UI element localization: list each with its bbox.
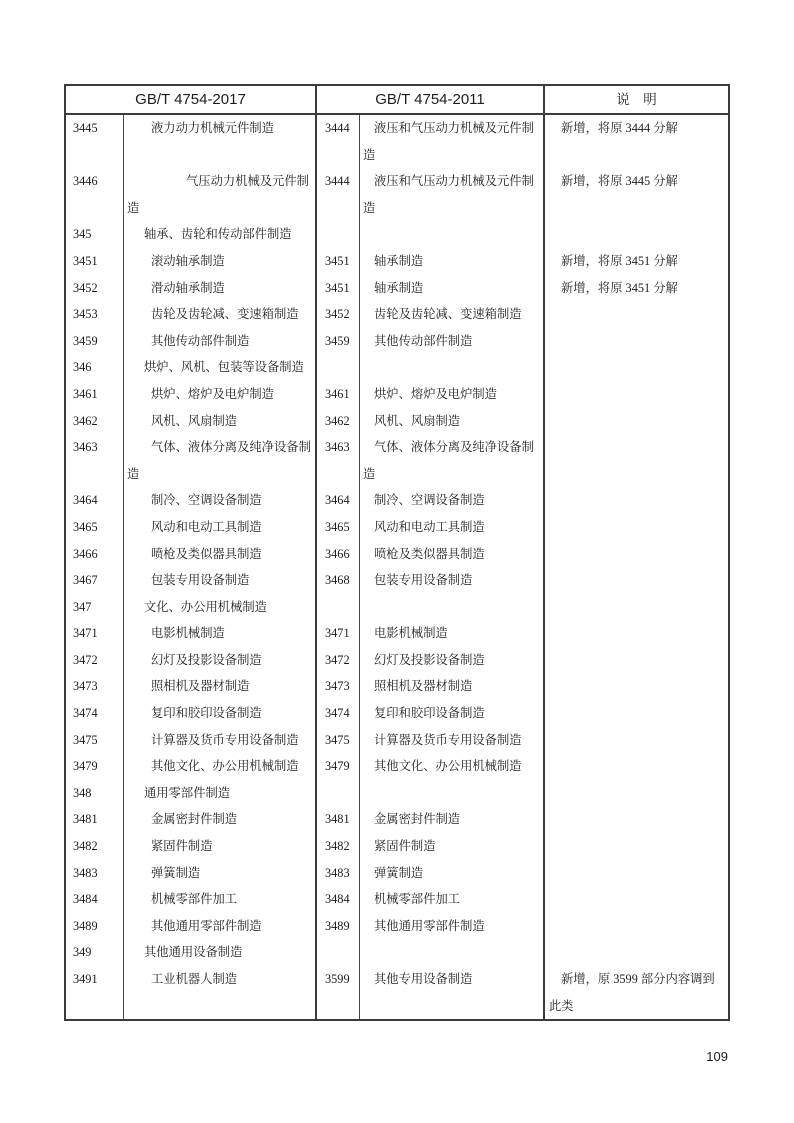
note-cell <box>543 487 728 514</box>
note-cell <box>543 860 728 887</box>
gbt2017-code-cell: 3466 <box>73 546 98 561</box>
table-row <box>66 301 728 328</box>
table-row <box>66 727 728 754</box>
page-number: 109 <box>706 1049 728 1064</box>
gbt2017-code-cell: 3467 <box>73 573 98 588</box>
gbt2011-code-cell: 3479 <box>315 753 359 780</box>
gbt2011-name-cell: 风动和电动工具制造 <box>359 514 543 541</box>
note-cell <box>543 301 728 328</box>
gbt2011-name-cell: 金属密封件制造 <box>359 806 543 833</box>
gbt2011-code-cell: 3484 <box>315 886 359 913</box>
note-cell <box>543 408 728 435</box>
table-row <box>66 275 728 302</box>
gbt2017-code-cell: 3475 <box>73 732 98 747</box>
note-cell: 新增，将原 3451 分解 <box>543 275 728 302</box>
gbt2011-name-cell: 制冷、空调设备制造 <box>359 487 543 514</box>
table-row <box>66 434 728 487</box>
note-cell: 新增，原 3599 部分内容调到此类 <box>543 966 728 1019</box>
gbt2017-name-cell: 气压动力机械及元件制造 <box>123 168 315 221</box>
header-gbt-2011: GB/T 4754-2011 <box>315 86 543 113</box>
gbt2011-name-cell: 轴承制造 <box>359 248 543 275</box>
note-cell: 新增，将原 3445 分解 <box>543 168 728 221</box>
gbt2017-name-cell: 齿轮及齿轮减、变速箱制造 <box>123 301 315 328</box>
gbt2011-name-cell: 风机、风扇制造 <box>359 408 543 435</box>
table-row <box>66 886 728 913</box>
gbt2017-code-cell: 3451 <box>73 253 98 268</box>
gbt2017-code-cell: 3489 <box>73 918 98 933</box>
table-row <box>66 673 728 700</box>
table-header-row <box>66 86 728 115</box>
table-body <box>66 115 728 1019</box>
gbt2017-name-cell: 紧固件制造 <box>123 833 315 860</box>
note-cell <box>543 514 728 541</box>
gbt2017-code-cell: 3491 <box>73 972 98 986</box>
note-cell <box>543 939 728 966</box>
table-row <box>66 221 728 248</box>
gbt2017-name-cell: 气体、液体分离及纯净设备制造 <box>123 434 315 487</box>
gbt2011-code-cell <box>315 939 359 966</box>
table-row <box>66 514 728 541</box>
gbt2011-name-cell: 机械零部件加工 <box>359 886 543 913</box>
gbt2011-code-cell: 3466 <box>315 541 359 568</box>
note-cell <box>543 221 728 248</box>
gbt2011-name-cell: 喷枪及类似器具制造 <box>359 541 543 568</box>
gbt2011-code-cell: 3463 <box>315 434 359 487</box>
gbt2011-code-cell: 3468 <box>315 567 359 594</box>
gbt2011-name-cell: 其他文化、办公用机械制造 <box>359 753 543 780</box>
note-cell <box>543 727 728 754</box>
gbt2011-name-cell: 弹簧制造 <box>359 860 543 887</box>
gbt2011-name-cell: 液压和气压动力机械及元件制造 <box>359 115 543 168</box>
gbt2011-code-cell: 3474 <box>315 700 359 727</box>
note-cell <box>543 913 728 940</box>
gbt2011-name-cell: 液压和气压动力机械及元件制造 <box>359 168 543 221</box>
gbt2017-code-cell: 3481 <box>73 812 98 827</box>
table-row <box>66 567 728 594</box>
gbt2017-code-cell: 3479 <box>73 759 98 774</box>
table-row <box>66 594 728 621</box>
gbt2017-code-cell: 3452 <box>73 280 98 295</box>
table-row <box>66 780 728 807</box>
table-row <box>66 248 728 275</box>
note-cell <box>543 594 728 621</box>
table-row <box>66 860 728 887</box>
gbt2017-code-cell: 345 <box>73 227 92 242</box>
gbt2011-code-cell: 3481 <box>315 806 359 833</box>
gbt2011-name-cell: 齿轮及齿轮减、变速箱制造 <box>359 301 543 328</box>
gbt2011-code-cell <box>315 354 359 381</box>
gbt2011-name-cell: 其他通用零部件制造 <box>359 913 543 940</box>
gbt2017-code-cell: 3453 <box>73 307 98 322</box>
gbt2011-name-cell: 紧固件制造 <box>359 833 543 860</box>
note-cell <box>543 434 728 487</box>
gbt2011-name-cell <box>359 939 543 966</box>
gbt2011-code-cell: 3483 <box>315 860 359 887</box>
gbt2011-code-cell: 3482 <box>315 833 359 860</box>
gbt2011-name-cell: 气体、液体分离及纯净设备制造 <box>359 434 543 487</box>
gbt2017-name-cell: 风机、风扇制造 <box>123 408 315 435</box>
gbt2017-code-cell: 349 <box>73 945 92 960</box>
gbt2017-name-cell: 喷枪及类似器具制造 <box>123 541 315 568</box>
gbt2011-code-cell: 3473 <box>315 673 359 700</box>
gbt2011-name-cell: 电影机械制造 <box>359 620 543 647</box>
comparison-table <box>64 84 730 1021</box>
gbt2011-code-cell: 3451 <box>315 248 359 275</box>
gbt2017-code-cell: 3482 <box>73 839 98 854</box>
gbt2017-name-cell: 其他文化、办公用机械制造 <box>123 753 315 780</box>
table-row <box>66 647 728 674</box>
table-row <box>66 753 728 780</box>
note-cell <box>543 753 728 780</box>
note-cell: 新增，将原 3444 分解 <box>543 115 728 168</box>
table-row <box>66 913 728 940</box>
gbt2017-name-cell: 文化、办公用机械制造 <box>123 594 315 621</box>
gbt2017-name-cell: 其他通用设备制造 <box>123 939 315 966</box>
gbt2011-code-cell: 3451 <box>315 275 359 302</box>
gbt2017-code-cell: 3461 <box>73 386 98 401</box>
gbt2011-name-cell: 复印和胶印设备制造 <box>359 700 543 727</box>
gbt2017-code-cell: 3446 <box>73 174 98 189</box>
table-row <box>66 620 728 647</box>
gbt2017-name-cell: 电影机械制造 <box>123 620 315 647</box>
gbt2011-code-cell <box>315 780 359 807</box>
gbt2011-code-cell: 3459 <box>315 328 359 355</box>
gbt2011-code-cell: 3461 <box>315 381 359 408</box>
gbt2011-name-cell <box>359 594 543 621</box>
table-row <box>66 354 728 381</box>
table-row <box>66 806 728 833</box>
note-cell <box>543 541 728 568</box>
table-row <box>66 408 728 435</box>
gbt2011-code-cell: 3489 <box>315 913 359 940</box>
gbt2011-code-cell: 3444 <box>315 168 359 221</box>
note-cell <box>543 328 728 355</box>
gbt2011-name-cell: 轴承制造 <box>359 275 543 302</box>
gbt2017-name-cell: 风动和电动工具制造 <box>123 514 315 541</box>
gbt2011-name-cell: 幻灯及投影设备制造 <box>359 647 543 674</box>
gbt2017-code-cell: 3473 <box>73 679 98 694</box>
gbt2011-code-cell <box>315 221 359 248</box>
gbt2017-code-cell: 3472 <box>73 652 98 667</box>
table-row <box>66 115 728 168</box>
gbt2011-name-cell <box>359 780 543 807</box>
gbt2011-code-cell: 3471 <box>315 620 359 647</box>
note-cell <box>543 780 728 807</box>
gbt2017-name-cell: 包装专用设备制造 <box>123 567 315 594</box>
gbt2017-code-cell: 3471 <box>73 626 98 641</box>
gbt2017-name-cell: 复印和胶印设备制造 <box>123 700 315 727</box>
gbt2017-code-cell: 347 <box>73 599 92 614</box>
gbt2017-code-cell: 3445 <box>73 121 98 135</box>
gbt2011-code-cell: 3599 <box>315 966 359 1019</box>
gbt2017-name-cell: 烘炉、熔炉及电炉制造 <box>123 381 315 408</box>
gbt2017-name-cell: 液力动力机械元件制造 <box>123 115 315 168</box>
gbt2011-code-cell: 3464 <box>315 487 359 514</box>
gbt2017-name-cell: 通用零部件制造 <box>123 780 315 807</box>
gbt2017-name-cell: 烘炉、风机、包装等设备制造 <box>123 354 315 381</box>
gbt2011-name-cell: 其他传动部件制造 <box>359 328 543 355</box>
note-cell <box>543 567 728 594</box>
gbt2017-name-cell: 照相机及器材制造 <box>123 673 315 700</box>
table-row <box>66 939 728 966</box>
gbt2017-code-cell: 3464 <box>73 493 98 508</box>
gbt2011-name-cell: 计算器及货币专用设备制造 <box>359 727 543 754</box>
gbt2017-name-cell: 轴承、齿轮和传动部件制造 <box>123 221 315 248</box>
gbt2011-name-cell <box>359 354 543 381</box>
gbt2017-code-cell: 3465 <box>73 519 98 534</box>
gbt2011-code-cell: 3452 <box>315 301 359 328</box>
gbt2011-code-cell: 3444 <box>315 115 359 168</box>
table-row <box>66 381 728 408</box>
gbt2017-name-cell: 其他通用零部件制造 <box>123 913 315 940</box>
table-row <box>66 168 728 221</box>
header-note: 说 明 <box>543 86 728 113</box>
gbt2017-code-cell: 3484 <box>73 892 98 907</box>
gbt2011-name-cell: 包装专用设备制造 <box>359 567 543 594</box>
note-cell <box>543 806 728 833</box>
gbt2017-name-cell: 机械零部件加工 <box>123 886 315 913</box>
gbt2017-code-cell: 3459 <box>73 333 98 348</box>
note-cell <box>543 700 728 727</box>
note-cell <box>543 833 728 860</box>
note-cell <box>543 354 728 381</box>
gbt2011-code-cell: 3465 <box>315 514 359 541</box>
gbt2017-code-cell: 3483 <box>73 865 98 880</box>
gbt2011-name-cell: 照相机及器材制造 <box>359 673 543 700</box>
note-cell <box>543 673 728 700</box>
note-cell <box>543 647 728 674</box>
gbt2017-name-cell: 工业机器人制造 <box>123 966 315 1019</box>
gbt2011-code-cell: 3472 <box>315 647 359 674</box>
gbt2011-name-cell: 其他专用设备制造 <box>359 966 543 1019</box>
gbt2011-code-cell <box>315 594 359 621</box>
note-cell <box>543 381 728 408</box>
table-row <box>66 700 728 727</box>
table-row <box>66 487 728 514</box>
gbt2017-code-cell: 3474 <box>73 706 98 721</box>
gbt2017-name-cell: 其他传动部件制造 <box>123 328 315 355</box>
note-cell <box>543 886 728 913</box>
gbt2017-code-cell: 346 <box>73 360 92 375</box>
table-row <box>66 966 728 1019</box>
gbt2011-name-cell: 烘炉、熔炉及电炉制造 <box>359 381 543 408</box>
note-cell: 新增，将原 3451 分解 <box>543 248 728 275</box>
header-gbt-2017: GB/T 4754-2017 <box>135 91 246 108</box>
gbt2011-name-cell <box>359 221 543 248</box>
gbt2011-code-cell: 3475 <box>315 727 359 754</box>
table-row <box>66 541 728 568</box>
gbt2017-name-cell: 滑动轴承制造 <box>123 275 315 302</box>
gbt2017-name-cell: 滚动轴承制造 <box>123 248 315 275</box>
table-row <box>66 328 728 355</box>
note-cell <box>543 620 728 647</box>
gbt2017-name-cell: 金属密封件制造 <box>123 806 315 833</box>
gbt2017-name-cell: 弹簧制造 <box>123 860 315 887</box>
gbt2017-name-cell: 幻灯及投影设备制造 <box>123 647 315 674</box>
gbt2017-code-cell: 3463 <box>73 440 98 455</box>
table-row <box>66 833 728 860</box>
gbt2017-name-cell: 计算器及货币专用设备制造 <box>123 727 315 754</box>
gbt2011-code-cell: 3462 <box>315 408 359 435</box>
gbt2017-name-cell: 制冷、空调设备制造 <box>123 487 315 514</box>
gbt2017-code-cell: 3462 <box>73 413 98 428</box>
gbt2017-code-cell: 348 <box>73 785 92 800</box>
